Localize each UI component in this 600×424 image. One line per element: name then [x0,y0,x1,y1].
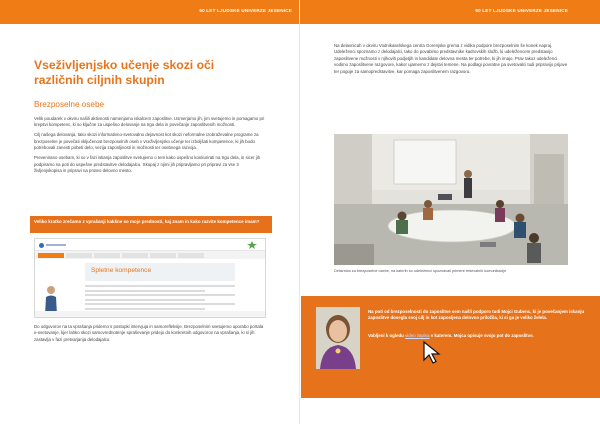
paragraph-2: Cilj našega delovanja, tako skozi informativno-svetovalno dejavnost kot skozi neformalne izobraževalne programe za brezposelne je povečati vključenost brezposelnih oseb v vseživljenjsko učenje ter izboljšati kompetence, ki jih bodo potrebovali zanesti pobeti delo, vezija zaposljivosti in možnosti ter osebnega razvoja. [34,132,259,151]
screenshot-header [35,239,265,251]
bottom-paragraph: Do odgovorov na ta vprašanja pridemo s postopki intervjuja in samorefleksije. Brezposelnim svetujemo uporabo portala e-svetovanje, kjer lahko skozi samovrednotenje spraševanje pridejo do konkretnih odgovorov na vprašanja, ki si jih zastavlja v fazi pretvarjanja delodajalcu. [34,324,264,342]
video-link[interactable]: video zapisa [405,333,430,338]
workshop-photo-image [334,134,568,265]
top-banner [0,0,300,24]
video-invitation-prefix: Vabljeni k ogledu [368,333,404,338]
website-screenshot [34,238,266,318]
site-logo [39,242,69,248]
screenshot-banner [85,263,235,281]
top-banner-right [300,0,600,24]
paragraph-3: Prevenirano osebam, ki so v fazi iskanja zaposlitve svetujemo o tem kako uspešno konkurirati na trgu dela, in sicer jih podpiramo na poti do uspešne predstavitve delodajalcu. Skupaj z njimi jih pripravljamo pri pripravi za vse 3 življenjskopisa in pripravi na proteo delovno mesto. [34,155,261,174]
right-paragraph: Na delavnicah v okviru Vodnikaselskega centra Gorenjske grema z vidika podpore brezposelnim še konek napraj. Udeleženci spoznamo z delodajalci, tako do povabimo predstavnike kadrovskih služb, ki udeležencem predstavijo zaposlitvene možnosti v njihovih podjetjih in kandidate delovna mesta ter potrebe, ki jih imajo. Prav takoz udeleženci vodimo zaposlitvene razgovore, kakor ujamemo z dejstvi temene. Na podlagi povratne pa svetovalci tudi pripravijo prijave ter pogoje za samopredstavitve, kar pomaga zaposlitvenem razgovoru. [334,43,568,74]
video-invitation-suffix: v katerem. Mojca opisuje svojo pot do zaposlitve. [430,333,534,338]
woman-portrait-image [316,307,360,369]
screenshot-footer [35,311,265,317]
section-subtitle: Brezposelne osebe [34,100,105,109]
pointer-cursor-icon [422,340,444,364]
photo-caption: Delavnica za brezposelne osebe, na katerih so udeleženci spoznavali primere reševalnih komunikacije [334,269,507,273]
testimonial-text: Na poti od brezposelnosti do zaposlitve sem našli podporo tudi Mojci Gubenc, ki je povečanjem iskanju zaposlitve dosegla svoj cilj in kot zaposljena delovno priložila, ki si ga je veliko želela. [368,309,585,321]
page-title: Vseživljenjsko učenje skozi oči različnih ciljnih skupin [34,58,215,87]
bottom-text [34,324,266,347]
running-head-right: 60 LET LJUDSKE UNIVERZE JESENICE [475,8,568,13]
screenshot-text-lines [85,285,235,313]
partner-logo-icon [247,241,257,249]
right-body-text [334,43,568,79]
workshop-photo [334,134,568,265]
video-invitation [368,333,588,339]
body-text [34,116,266,178]
screenshot-title: Spletne kompetence [91,267,152,274]
highlight-bar: Veliko kratko zrečamo z vprašanji kakšne so moje prednosti, kaj znam in kako razvite kompetence imam? [30,216,272,233]
running-head: 60 LET LJUDSKE UNIVERZE JESENICE [199,8,292,13]
screenshot-nav [35,251,265,259]
portrait-photo [316,307,360,369]
paragraph-1: Velik poudarek v okviru našili aktivnosti namenjamo iskalcem zaposlitve. Usmerjamo jih, jim svetujemo in pomagamo pri krepitvi kompetenc, ki so ključne za uspešno delovanje na trgu dela in povečanje zaposlitvenih možnosti. [34,116,265,128]
